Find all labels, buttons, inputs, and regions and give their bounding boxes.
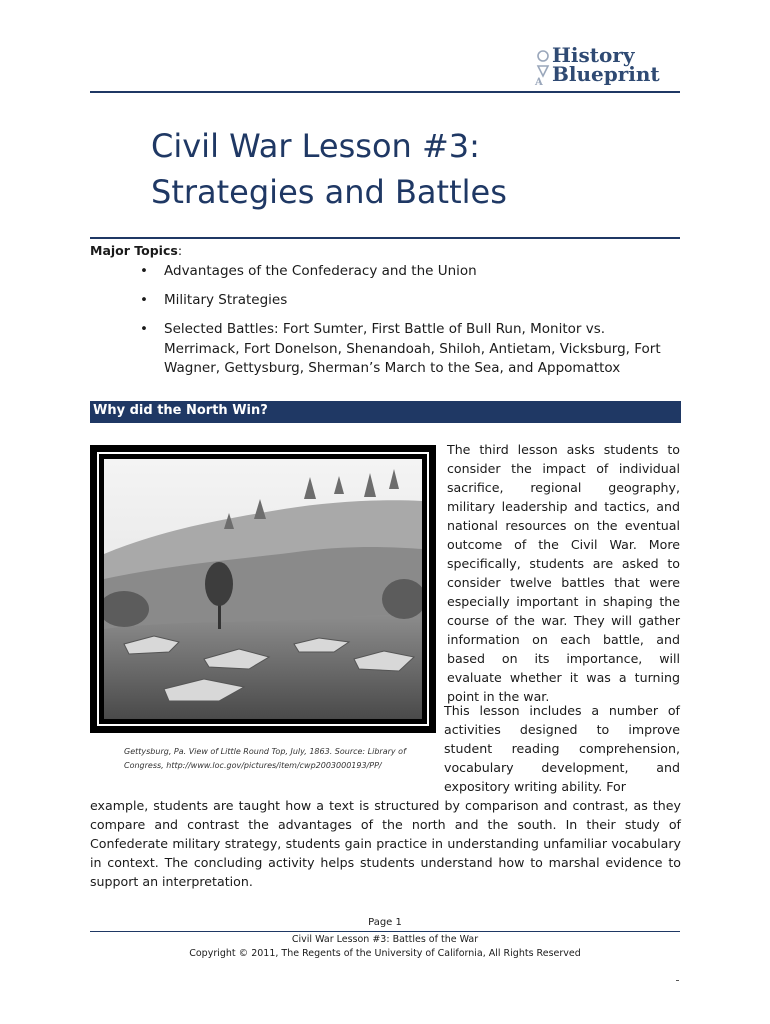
svg-text:A: A — [535, 77, 543, 86]
topics-list — [138, 262, 683, 388]
list-item: • Military Strategies — [138, 291, 683, 311]
logo-text-line2: Blueprint — [552, 62, 660, 86]
footer-copyright: Copyright © 2011, The Regents of the University of California, All Rights Reserved — [189, 948, 581, 959]
section-heading-bar — [90, 401, 681, 423]
title-rule — [90, 237, 680, 239]
bullet-icon: • — [140, 263, 148, 279]
photo-caption: Gettysburg, Pa. View of Little Round Top, July, 1863. Source: Library of Congress, http://www.loc.gov/pictures/item/cwp2003000193/PP/ — [124, 747, 406, 770]
page-number: Page 1 — [368, 917, 402, 928]
body-paragraph-1: The third lesson asks students to consider the impact of individual sacrifice, regional geography, military leadership and tactics, and national resources on the eventual outcome of the Civil War. More specifically, students are asked to consider twelve battles that were especially important in shaping the course of the war. They will gather information on each battle, and based on its importance, will evaluate whether it was a turning point in the war. — [447, 442, 680, 704]
footer-doc-title: Civil War Lesson #3: Battles of the War — [291, 934, 479, 945]
logo-emblem-icon — [534, 48, 552, 86]
body-paragraph-2-start: This lesson includes a number of activities designed to improve student reading comprehension, vocabulary development, and expository writing ability. For — [444, 703, 680, 794]
logo-text-line1: History — [552, 43, 635, 67]
major-topics-label: Major Topics: — [90, 243, 183, 258]
footer-rule — [90, 931, 680, 932]
document-title-line1: Civil War Lesson #3: — [151, 127, 480, 165]
bullet-icon: • — [140, 292, 148, 308]
gettysburg-photo — [104, 459, 422, 719]
list-item: • Selected Battles: Fort Sumter, First Battle of Bull Run, Monitor vs. Merrimack, Fort Donelson, Shenandoah, Shiloh, Antietam, Vicksburg, Fort Wagner, Gettysburg, Sherman’s March to the Sea, and Appomattox — [140, 321, 661, 376]
document-title-line2: Strategies and Battles — [151, 173, 507, 211]
history-blueprint-logo — [534, 43, 674, 88]
section-heading: Why did the North Win? — [93, 403, 268, 418]
body-paragraph-2-continued: example, students are taught how a text is structured by comparison and contrast, as they compare and contrast the advantages of the north and the south. In their study of Confederate military strategy, students gain practice in understanding unfamiliar vocabulary in context. The concluding activity helps students understand how to marshal evidence to support an interpretation. — [90, 798, 681, 889]
header-rule — [90, 91, 680, 93]
page-mark — [676, 980, 679, 981]
list-item: • Advantages of the Confederacy and the Union — [138, 262, 683, 282]
photo-frame — [90, 445, 436, 733]
bullet-icon: • — [140, 321, 148, 337]
